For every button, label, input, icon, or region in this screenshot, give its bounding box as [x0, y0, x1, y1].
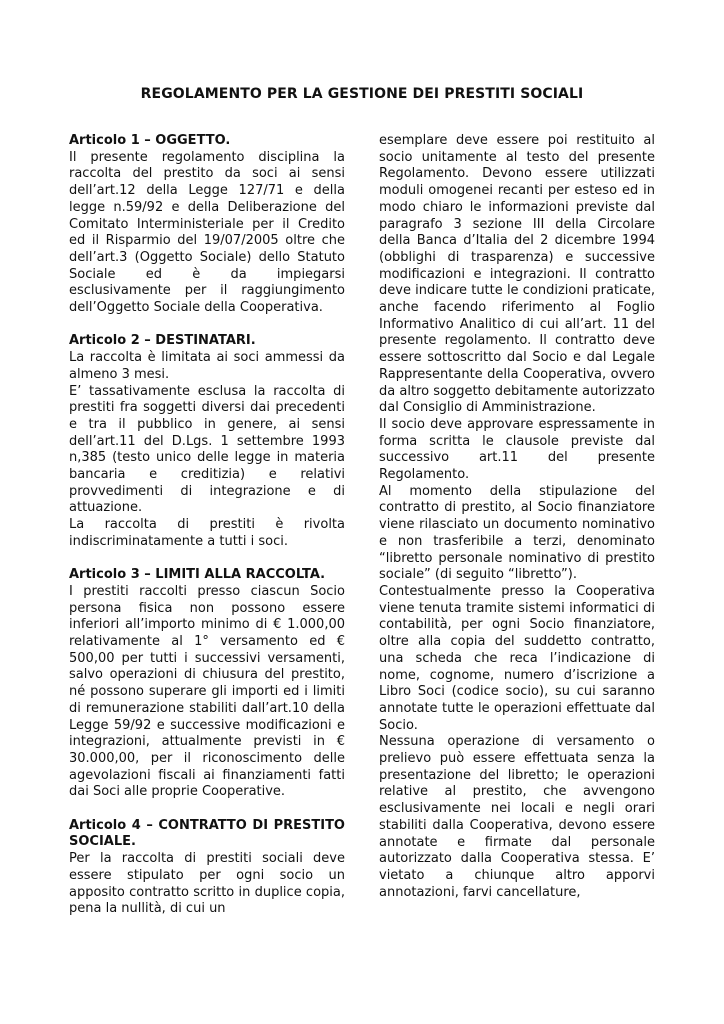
- article-2: [69, 333, 345, 550]
- article-1-paragraph: Il presente regolamento disciplina la raccolta del prestito da soci ai sensi dell’art.12 della Legge 127/71 e della legge n.59/92 e della Deliberazione del Comitato Interministeriale per il Credito ed il Risparmio del 19/07/2005 oltre che dell’art.3 (Oggetto Sociale) dello Statuto Sociale ed è da impiegarsi esclusivamente per il raggiungimento dell’Oggetto Sociale della Cooperativa.: [69, 149, 345, 316]
- article-3-heading: Articolo 3 – LIMITI ALLA RACCOLTA.: [69, 567, 326, 583]
- left-column: [69, 133, 345, 918]
- document-title: REGOLAMENTO PER LA GESTIONE DEI PRESTITI SOCIALI: [140, 86, 584, 102]
- operations-paragraph: Nessuna operazione di versamento o prelievo può essere effettuata senza la presentazione del libretto; le operazioni relative al prestito, che avvengono esclusivamente nei locali e negli orari stabiliti dalla Cooperativa, devono essere annotate e firmate dal personale autorizzato dalla Cooperativa stessa. E’ vietato a chiunque altro apporvi annotazioni, farvi cancellature,: [379, 734, 655, 900]
- article-4-paragraph: Per la raccolta di prestiti sociali deve essere stipulato per ogni socio un apposito contratto scritto in duplice copia, pena la nullità, di cui un: [69, 851, 345, 917]
- scheda-paragraph: Contestualmente presso la Cooperativa viene tenuta tramite sistemi informatici di contabilità, per ogni Socio finanziatore, oltre alla copia del suddetto contratto, una scheda che reca l’indicazione di nome, cognome, numero d’iscrizione a Libro Soci (codice socio), su cui saranno annotate tutte le operazioni effettuate dal Socio.: [379, 583, 655, 733]
- article-2-paragraph-1: La raccolta è limitata ai soci ammessi da almeno 3 mesi.: [69, 350, 345, 382]
- article-1-heading: Articolo 1 – OGGETTO.: [69, 133, 231, 148]
- article-4-continuation: esemplare deve essere poi restituito al socio unitamente al testo del presente Regolamento. Devono essere utilizzati moduli omogenei recanti per esteso ed in modo chiaro le informazioni previste dal paragrafo 3 sezione III della Circolare della Banca d’Italia del 2 dicembre 1994 (obblighi di trasparenza) e successive modificazioni e integrazioni. Il contratto deve indicare tutte le condizioni praticate, anche facendo riferimento al Foglio Informativo Analitico di cui all’art. 11 del presente regolamento. Il contratto deve essere sottoscritto dal Socio e dal Legale Rappresentante della Cooperativa, ovvero da altro soggetto debitamente autorizzato dal Consiglio di Amministrazione.: [379, 133, 655, 416]
- article-2-paragraph-3: La raccolta di prestiti è rivolta indiscriminatamente a tutti i soci.: [69, 517, 345, 549]
- article-3: [69, 567, 345, 801]
- article-3-paragraph: I prestiti raccolti presso ciascun Socio persona fisica non possono essere inferiori all’importo minimo di € 1.000,00 relativamente al 1° versamento ed € 500,00 per tutti i successivi versamenti, salvo operazioni di chiusura del prestito, né possono superare gli importi ed i limiti di remunerazione stabiliti dall’art.10 della Legge 59/92 e successive modificazioni e integrazioni, attualmente previsti in € 30.000,00, per il riconoscimento delle agevolazioni fiscali ai finanziamenti fatti dai Soci alle proprie Cooperative.: [69, 583, 345, 800]
- article-2-paragraph-2: E’ tassativamente esclusa la raccolta di prestiti fra soggetti diversi dai precedenti e tra il pubblico in genere, ai sensi dell’art.11 del D.Lgs. 1 settembre 1993 n,385 (testo unico delle legge in materia bancaria e creditizia) e relativi provvedimenti di integrazione e di attuazione.: [69, 383, 345, 516]
- article-4: [69, 818, 345, 918]
- article-4-heading: Articolo 4 – CONTRATTO DI PRESTITO SOCIALE.: [69, 817, 345, 850]
- approval-paragraph: Il socio deve approvare espressamente in forma scritta le clausole previste dal successivo art.11 del presente Regolamento.: [379, 416, 655, 483]
- article-2-heading: Articolo 2 – DESTINATARI.: [69, 333, 256, 349]
- libretto-paragraph: Al momento della stipulazione del contratto di prestito, al Socio finanziatore viene rilasciato un documento nominativo e non trasferibile a terzi, denominato “libretto personale nominativo di prestito sociale” (di seguito “libretto”).: [379, 483, 655, 583]
- article-1: [69, 133, 345, 317]
- right-column: [379, 133, 655, 901]
